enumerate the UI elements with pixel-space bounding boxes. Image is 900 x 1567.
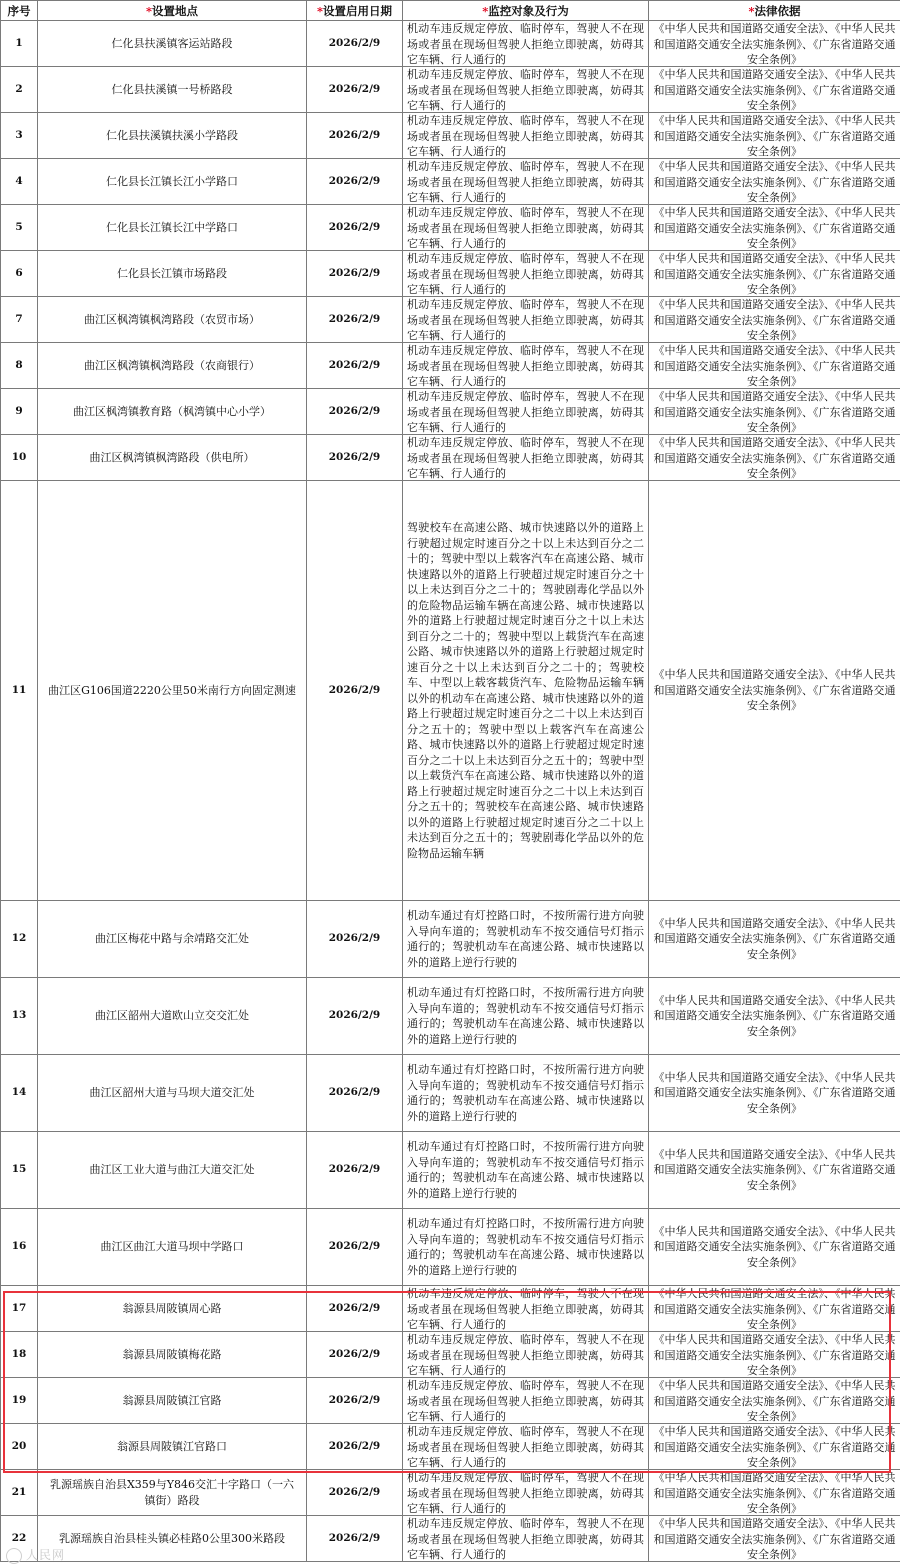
row-number: 6 bbox=[15, 266, 23, 279]
row-law: 《中华人民共和国道路交通安全法》、《中华人民共和国道路交通安全法实施条例》、《广东省道路交通安全条例》 bbox=[653, 1147, 896, 1192]
row-place: 翁源县周陂镇周心路 bbox=[122, 1301, 222, 1315]
row-date: 2026/2/9 bbox=[328, 1163, 381, 1176]
table-row bbox=[1, 113, 900, 159]
row-place: 曲江区枫湾镇枫湾路段（农商银行） bbox=[84, 358, 260, 372]
row-behavior: 机动车违反规定停放、临时停车，驾驶人不在现场或者虽在现场但驾驶人拒绝立即驶离，妨碍其它车辆、行人通行的 bbox=[407, 160, 644, 204]
row-place: 曲江区枫湾镇教育路（枫湾镇中心小学） bbox=[73, 404, 271, 418]
row-law: 《中华人民共和国道路交通安全法》、《中华人民共和国道路交通安全法实施条例》、《广东省道路交通安全条例》 bbox=[653, 1224, 896, 1269]
row-behavior: 机动车通过有灯控路口时，不按所需行进方向驶入导向车道的；驾驶机动车不按交通信号灯指示通行的；驾驶机动车在高速公路、城市快速路以外的道路上逆行行驶的 bbox=[407, 1217, 644, 1277]
row-place: 曲江区韶州大道与马坝大道交汇处 bbox=[89, 1086, 255, 1100]
row-date: 2026/2/9 bbox=[328, 683, 381, 696]
row-number: 18 bbox=[11, 1347, 27, 1360]
row-date: 2026/2/9 bbox=[328, 358, 381, 371]
row-behavior: 机动车违反规定停放、临时停车，驾驶人不在现场或者虽在现场但驾驶人拒绝立即驶离，妨碍其它车辆、行人通行的 bbox=[407, 206, 644, 250]
header-behavior: *监控对象及行为 bbox=[403, 1, 649, 21]
table-row bbox=[1, 1516, 900, 1562]
row-behavior: 机动车通过有灯控路口时，不按所需行进方向驶入导向车道的；驾驶机动车不按交通信号灯指示通行的；驾驶机动车在高速公路、城市快速路以外的道路上逆行行驶的 bbox=[407, 1063, 644, 1123]
row-date: 2026/2/9 bbox=[328, 1240, 381, 1253]
row-date: 2026/2/9 bbox=[328, 82, 381, 95]
row-place: 翁源县周陂镇梅花路 bbox=[122, 1347, 222, 1361]
row-date: 2026/2/9 bbox=[328, 1086, 381, 1099]
row-date: 2026/2/9 bbox=[328, 220, 381, 233]
row-behavior: 机动车违反规定停放、临时停车，驾驶人不在现场或者虽在现场但驾驶人拒绝立即驶离，妨碍其它车辆、行人通行的 bbox=[407, 1471, 644, 1515]
row-place: 曲江区韶州大道欧山立交交汇处 bbox=[95, 1009, 249, 1023]
row-date: 2026/2/9 bbox=[328, 404, 381, 417]
row-place: 仁化县扶溪镇客运站路段 bbox=[111, 36, 233, 50]
row-number: 14 bbox=[11, 1086, 27, 1099]
watermark-logo-icon bbox=[6, 1548, 22, 1564]
row-place: 曲江区工业大道与曲江大道交汇处 bbox=[89, 1163, 255, 1177]
row-date: 2026/2/9 bbox=[328, 450, 381, 463]
row-number: 10 bbox=[11, 450, 27, 463]
row-place: 仁化县扶溪镇扶溪小学路段 bbox=[106, 128, 238, 142]
row-law: 《中华人民共和国道路交通安全法》、《中华人民共和国道路交通安全法实施条例》、《广东省道路交通安全条例》 bbox=[653, 1517, 896, 1561]
row-place: 曲江区枫湾镇枫湾路段（供电所） bbox=[89, 450, 255, 464]
header-law: *法律依据 bbox=[649, 1, 900, 21]
row-law: 《中华人民共和国道路交通安全法》、《中华人民共和国道路交通安全法实施条例》、《广东省道路交通安全条例》 bbox=[653, 68, 896, 112]
row-date: 2026/2/9 bbox=[328, 1531, 381, 1544]
table-row bbox=[1, 435, 900, 481]
header-date: *设置启用日期 bbox=[307, 1, 403, 21]
row-law: 《中华人民共和国道路交通安全法》、《中华人民共和国道路交通安全法实施条例》、《广东省道路交通安全条例》 bbox=[653, 344, 896, 388]
row-behavior: 机动车通过有灯控路口时，不按所需行进方向驶入导向车道的；驾驶机动车不按交通信号灯指示通行的；驾驶机动车在高速公路、城市快速路以外的道路上逆行行驶的 bbox=[407, 986, 644, 1046]
row-number: 5 bbox=[15, 220, 23, 233]
row-behavior: 机动车违反规定停放、临时停车，驾驶人不在现场或者虽在现场但驾驶人拒绝立即驶离，妨碍其它车辆、行人通行的 bbox=[407, 1287, 644, 1331]
table-row bbox=[1, 251, 900, 297]
row-law: 《中华人民共和国道路交通安全法》、《中华人民共和国道路交通安全法实施条例》、《广东省道路交通安全条例》 bbox=[653, 390, 896, 434]
table-row bbox=[1, 205, 900, 251]
row-law: 《中华人民共和国道路交通安全法》、《中华人民共和国道路交通安全法实施条例》、《广东省道路交通安全条例》 bbox=[653, 668, 896, 713]
row-law: 《中华人民共和国道路交通安全法》、《中华人民共和国道路交通安全法实施条例》、《广东省道路交通安全条例》 bbox=[653, 1333, 896, 1377]
table-row bbox=[1, 978, 900, 1055]
table-row bbox=[1, 481, 900, 901]
row-place: 乳源瑶族自治县X359与Y846交汇十字路口（一六镇街）路段 bbox=[49, 1478, 295, 1507]
row-place: 乳源瑶族自治县桂头镇必桂路0公里300米路段 bbox=[59, 1531, 285, 1545]
row-date: 2026/2/9 bbox=[328, 1393, 381, 1406]
row-date: 2026/2/9 bbox=[328, 932, 381, 945]
row-behavior: 机动车违反规定停放、临时停车，驾驶人不在现场或者虽在现场但驾驶人拒绝立即驶离，妨碍其它车辆、行人通行的 bbox=[407, 114, 644, 158]
row-place: 曲江区曲江大道马坝中学路口 bbox=[100, 1240, 244, 1254]
table-row bbox=[1, 901, 900, 978]
row-behavior: 机动车违反规定停放、临时停车，驾驶人不在现场或者虽在现场但驾驶人拒绝立即驶离，妨碍其它车辆、行人通行的 bbox=[407, 1517, 644, 1561]
row-number: 7 bbox=[15, 312, 23, 325]
row-behavior: 机动车违反规定停放、临时停车，驾驶人不在现场或者虽在现场但驾驶人拒绝立即驶离，妨碍其它车辆、行人通行的 bbox=[407, 436, 644, 480]
row-place: 曲江区枫湾镇枫湾路段（农贸市场） bbox=[84, 312, 260, 326]
table-row bbox=[1, 1332, 900, 1378]
row-date: 2026/2/9 bbox=[328, 1439, 381, 1452]
table-row bbox=[1, 1424, 900, 1470]
required-marker: * bbox=[482, 3, 489, 18]
row-law: 《中华人民共和国道路交通安全法》、《中华人民共和国道路交通安全法实施条例》、《广东省道路交通安全条例》 bbox=[653, 252, 896, 296]
row-place: 翁源县周陂镇江官路 bbox=[122, 1393, 222, 1407]
row-date: 2026/2/9 bbox=[328, 36, 381, 49]
row-law: 《中华人民共和国道路交通安全法》、《中华人民共和国道路交通安全法实施条例》、《广东省道路交通安全条例》 bbox=[653, 206, 896, 250]
row-behavior: 机动车违反规定停放、临时停车，驾驶人不在现场或者虽在现场但驾驶人拒绝立即驶离，妨碍其它车辆、行人通行的 bbox=[407, 1333, 644, 1377]
table-row bbox=[1, 1209, 900, 1286]
row-behavior: 机动车违反规定停放、临时停车，驾驶人不在现场或者虽在现场但驾驶人拒绝立即驶离，妨碍其它车辆、行人通行的 bbox=[407, 298, 644, 342]
row-date: 2026/2/9 bbox=[328, 1347, 381, 1360]
watermark: 人民网 bbox=[6, 1546, 65, 1564]
row-number: 22 bbox=[11, 1531, 27, 1544]
row-date: 2026/2/9 bbox=[328, 128, 381, 141]
table-row bbox=[1, 1378, 900, 1424]
row-behavior: 机动车违反规定停放、临时停车，驾驶人不在现场或者虽在现场但驾驶人拒绝立即驶离，妨碍其它车辆、行人通行的 bbox=[407, 1425, 644, 1469]
row-number: 13 bbox=[11, 1009, 27, 1022]
row-behavior: 机动车通过有灯控路口时，不按所需行进方向驶入导向车道的；驾驶机动车不按交通信号灯指示通行的；驾驶机动车在高速公路、城市快速路以外的道路上逆行行驶的 bbox=[407, 909, 644, 969]
row-number: 4 bbox=[15, 174, 23, 187]
row-place: 仁化县扶溪镇一号桥路段 bbox=[111, 82, 233, 96]
row-place: 曲江区梅花中路与余靖路交汇处 bbox=[95, 932, 249, 946]
row-place: 仁化县长江镇长江中学路口 bbox=[106, 220, 238, 234]
row-law: 《中华人民共和国道路交通安全法》、《中华人民共和国道路交通安全法实施条例》、《广东省道路交通安全条例》 bbox=[653, 114, 896, 158]
table-row bbox=[1, 1132, 900, 1209]
header-place: *设置地点 bbox=[38, 1, 307, 21]
row-date: 2026/2/9 bbox=[328, 174, 381, 187]
row-place: 仁化县长江镇长江小学路口 bbox=[106, 174, 238, 188]
row-number: 11 bbox=[11, 683, 27, 696]
row-law: 《中华人民共和国道路交通安全法》、《中华人民共和国道路交通安全法实施条例》、《广东省道路交通安全条例》 bbox=[653, 1070, 896, 1115]
row-law: 《中华人民共和国道路交通安全法》、《中华人民共和国道路交通安全法实施条例》、《广东省道路交通安全条例》 bbox=[653, 1471, 896, 1515]
row-number: 12 bbox=[11, 932, 27, 945]
row-number: 16 bbox=[11, 1240, 27, 1253]
row-behavior: 机动车违反规定停放、临时停车，驾驶人不在现场或者虽在现场但驾驶人拒绝立即驶离，妨碍其它车辆、行人通行的 bbox=[407, 344, 644, 388]
row-number: 15 bbox=[11, 1163, 27, 1176]
row-law: 《中华人民共和国道路交通安全法》、《中华人民共和国道路交通安全法实施条例》、《广东省道路交通安全条例》 bbox=[653, 436, 896, 480]
row-law: 《中华人民共和国道路交通安全法》、《中华人民共和国道路交通安全法实施条例》、《广东省道路交通安全条例》 bbox=[653, 22, 896, 66]
table-row bbox=[1, 21, 900, 67]
table-row bbox=[1, 1470, 900, 1516]
row-date: 2026/2/9 bbox=[328, 1485, 381, 1498]
row-number: 9 bbox=[15, 404, 23, 417]
row-behavior: 机动车违反规定停放、临时停车，驾驶人不在现场或者虽在现场但驾驶人拒绝立即驶离，妨碍其它车辆、行人通行的 bbox=[407, 252, 644, 296]
required-marker: * bbox=[316, 3, 323, 18]
table-row bbox=[1, 297, 900, 343]
row-date: 2026/2/9 bbox=[328, 1301, 381, 1314]
table-row bbox=[1, 67, 900, 113]
row-law: 《中华人民共和国道路交通安全法》、《中华人民共和国道路交通安全法实施条例》、《广东省道路交通安全条例》 bbox=[653, 1425, 896, 1469]
row-behavior: 机动车违反规定停放、临时停车，驾驶人不在现场或者虽在现场但驾驶人拒绝立即驶离，妨碍其它车辆、行人通行的 bbox=[407, 390, 644, 434]
table-row bbox=[1, 1055, 900, 1132]
row-number: 19 bbox=[11, 1393, 27, 1406]
row-law: 《中华人民共和国道路交通安全法》、《中华人民共和国道路交通安全法实施条例》、《广东省道路交通安全条例》 bbox=[653, 298, 896, 342]
row-place: 翁源县周陂镇江官路口 bbox=[117, 1439, 227, 1453]
table-row bbox=[1, 1286, 900, 1332]
header-no: 序号 bbox=[1, 1, 38, 21]
table-body bbox=[1, 21, 900, 1562]
row-number: 17 bbox=[11, 1301, 27, 1314]
row-number: 21 bbox=[11, 1485, 27, 1498]
row-number: 2 bbox=[15, 82, 23, 95]
row-behavior: 机动车违反规定停放、临时停车，驾驶人不在现场或者虽在现场但驾驶人拒绝立即驶离，妨碍其它车辆、行人通行的 bbox=[407, 68, 644, 112]
required-marker: * bbox=[748, 3, 755, 18]
row-law: 《中华人民共和国道路交通安全法》、《中华人民共和国道路交通安全法实施条例》、《广东省道路交通安全条例》 bbox=[653, 916, 896, 961]
row-behavior: 机动车违反规定停放、临时停车，驾驶人不在现场或者虽在现场但驾驶人拒绝立即驶离，妨碍其它车辆、行人通行的 bbox=[407, 22, 644, 66]
row-behavior: 驾驶校车在高速公路、城市快速路以外的道路上行驶超过规定时速百分之十以上未达到百分之二十的；驾驶中型以上载客汽车在高速公路、城市快速路以外的道路上行驶超过规定时速百分之十以上未达到百分之二十的；驾驶剧毒化学品以外的危险物品运输车辆在高速公路、城市快速路以外的道路上行驶超过规定时速百分之十以上未达到百分之二十的；驾驶中型以上载货汽车在高速公路、城市快速路以外的道路上行驶超过规定时速百分之十以上未达到百分之二十的；驾驶校车、中型以上载客载货汽车、危险物品运输车辆以外的机动车在高速公路、城市快速路以外的道路上行驶超过规定时速百分之二十以上未达到百分之五十的；驾驶中型以上载客汽车在高速公路、城市快速路以外的道路上行驶超过规定时速百分之二十以上未达到百分之五十的；驾驶中型以上载货汽车在高速公路、城市快速路以外的道路上行驶超过规定时速百分之二十以上未达到百分之五十的；驾驶校车在高速公路、城市快速路以外的道路上行驶超过规定时速百分之二十以上未达到百分之五十的；驾驶剧毒化学品以外的危险物品运输车辆 bbox=[407, 521, 644, 860]
row-place: 仁化县长江镇市场路段 bbox=[117, 266, 227, 280]
row-law: 《中华人民共和国道路交通安全法》、《中华人民共和国道路交通安全法实施条例》、《广东省道路交通安全条例》 bbox=[653, 993, 896, 1038]
row-date: 2026/2/9 bbox=[328, 312, 381, 325]
row-number: 8 bbox=[15, 358, 23, 371]
row-behavior: 机动车违反规定停放、临时停车，驾驶人不在现场或者虽在现场但驾驶人拒绝立即驶离，妨碍其它车辆、行人通行的 bbox=[407, 1379, 644, 1423]
table-row bbox=[1, 389, 900, 435]
row-number: 1 bbox=[15, 36, 23, 49]
row-law: 《中华人民共和国道路交通安全法》、《中华人民共和国道路交通安全法实施条例》、《广东省道路交通安全条例》 bbox=[653, 1287, 896, 1331]
row-behavior: 机动车通过有灯控路口时，不按所需行进方向驶入导向车道的；驾驶机动车不按交通信号灯指示通行的；驾驶机动车在高速公路、城市快速路以外的道路上逆行行驶的 bbox=[407, 1140, 644, 1200]
required-marker: * bbox=[145, 3, 152, 18]
row-date: 2026/2/9 bbox=[328, 266, 381, 279]
row-law: 《中华人民共和国道路交通安全法》、《中华人民共和国道路交通安全法实施条例》、《广东省道路交通安全条例》 bbox=[653, 160, 896, 204]
row-number: 20 bbox=[11, 1439, 27, 1452]
row-number: 3 bbox=[15, 128, 23, 141]
row-date: 2026/2/9 bbox=[328, 1009, 381, 1022]
table-row bbox=[1, 159, 900, 205]
table-header-row bbox=[1, 1, 900, 21]
row-place: 曲江区G106国道2220公里50米南行方向固定测速 bbox=[48, 683, 296, 697]
table-row bbox=[1, 343, 900, 389]
row-law: 《中华人民共和国道路交通安全法》、《中华人民共和国道路交通安全法实施条例》、《广东省道路交通安全条例》 bbox=[653, 1379, 896, 1423]
